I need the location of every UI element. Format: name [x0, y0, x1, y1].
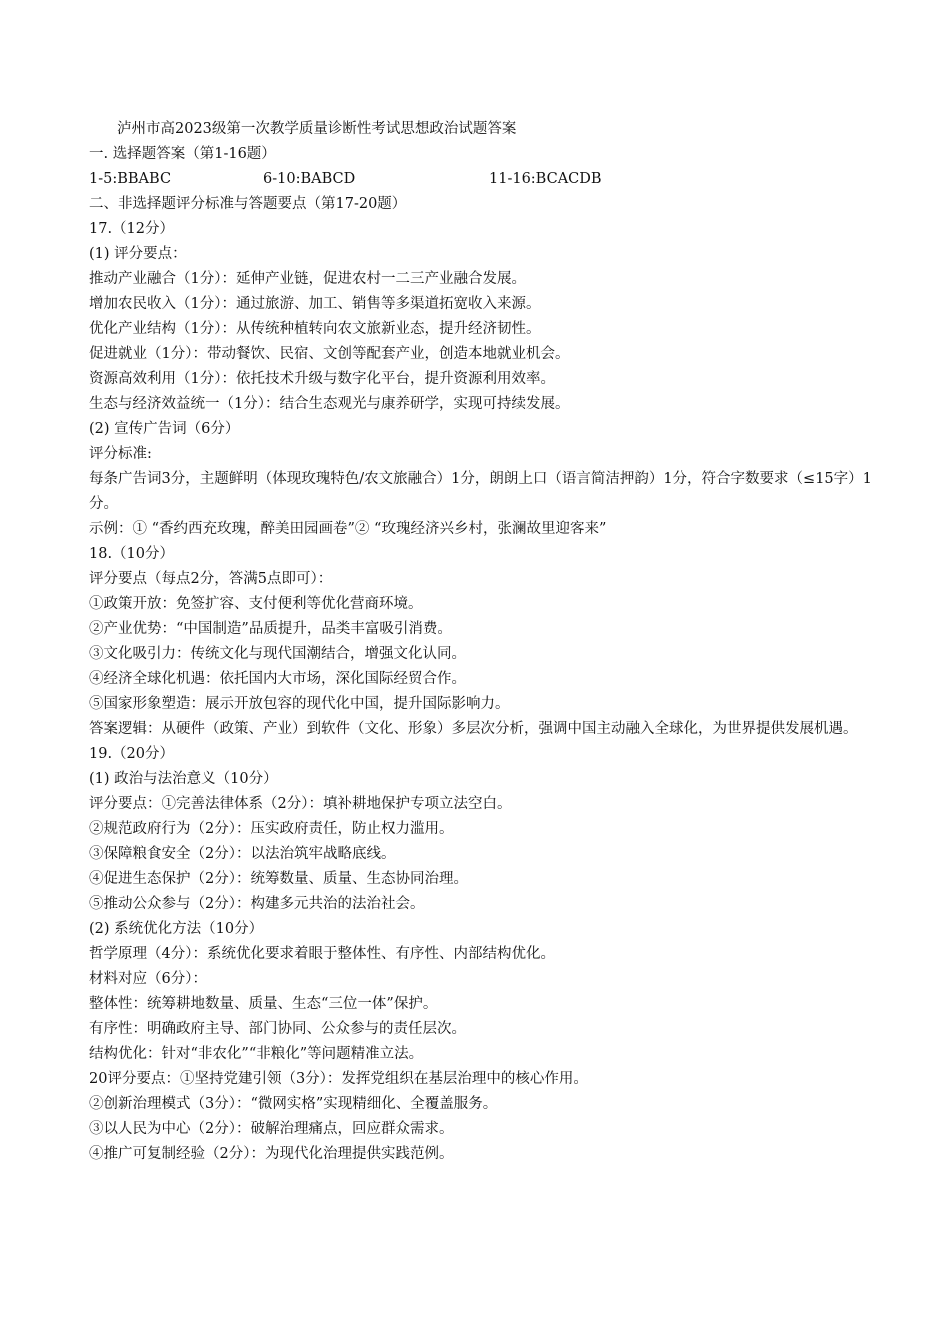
q18-logic: 答案逻辑：从硬件（政策、产业）到软件（文化、形象）多层次分析，强调中国主动融入全球化，为世界提供发展机遇。 [89, 721, 858, 737]
q19-point: ④促进生态保护（2分）：统筹数量、质量、生态协同治理。 [89, 871, 468, 887]
q20-line: ③以人民为中心（2分）：破解治理痛点，回应群众需求。 [89, 1121, 454, 1137]
q19-point: ②规范政府行为（2分）：压实政府责任，防止权力滥用。 [89, 821, 454, 837]
q17-standard-text: 每条广告词3分，主题鲜明（体现玫瑰特色/农文旅融合）1分，朗朗上口（语言简洁押韵）1分，符合字数要求（≤15字）1分。 [89, 471, 872, 512]
choice-answers-11-16: 11-16:BCACDB [489, 171, 602, 187]
q17-point: 生态与经济效益统一（1分）：结合生态观光与康养研学，实现可持续发展。 [89, 396, 570, 412]
q20-line: ②创新治理模式（3分）：“微网实格”实现精细化、全覆盖服务。 [89, 1096, 498, 1112]
q19-part2-line: 材料对应（6分）： [89, 971, 207, 987]
q20-line: ④推广可复制经验（2分）：为现代化治理提供实践范例。 [89, 1146, 454, 1162]
q19-part2-heading: (2) 系统优化方法（10分） [89, 921, 264, 937]
choice-answers-row [89, 167, 874, 192]
q17-part2-heading: (2) 宣传广告词（6分） [89, 421, 240, 437]
q19-part2-line: 有序性：明确政府主导、部门协同、公众参与的责任层次。 [89, 1021, 466, 1037]
document-title: 泸州市高2023级第一次教学质量诊断性考试思想政治试题答案 [117, 121, 517, 137]
q19-point: ⑤推动公众参与（2分）：构建多元共治的法治社会。 [89, 896, 425, 912]
q17-point: 增加农民收入（1分）：通过旅游、加工、销售等多渠道拓宽收入来源。 [89, 296, 541, 312]
q18-point: ②产业优势：“中国制造”品质提升，品类丰富吸引消费。 [89, 621, 452, 637]
q17-heading: 17.（12分） [89, 221, 175, 237]
q19-heading: 19.（20分） [89, 746, 175, 762]
q19-part1-heading: (1) 政治与法治意义（10分） [89, 771, 278, 787]
q19-part2-line: 整体性：统筹耕地数量、质量、生态“三位一体”保护。 [89, 996, 438, 1012]
q17-example: 示例：① “香约西充玫瑰，醉美田园画卷”② “玫瑰经济兴乡村，张澜故里迎客来” [89, 521, 607, 537]
q19-point: 评分要点：①完善法律体系（2分）：填补耕地保护专项立法空白。 [89, 796, 512, 812]
choice-answers-1-5: 1-5:BBABC [89, 171, 172, 187]
q19-part2-line: 哲学原理（4分）：系统优化要求着眼于整体性、有序性、内部结构优化。 [89, 946, 555, 962]
q18-heading: 18.（10分） [89, 546, 175, 562]
section1-heading: 一. 选择题答案（第1-16题） [89, 146, 276, 162]
q18-point: ⑤国家形象塑造：展示开放包容的现代化中国，提升国际影响力。 [89, 696, 510, 712]
q18-point: ④经济全球化机遇：依托国内大市场，深化国际经贸合作。 [89, 671, 466, 687]
section2-heading: 二、非选择题评分标准与答题要点（第17-20题） [89, 196, 407, 212]
q17-standard-label: 评分标准: [89, 446, 152, 462]
q17-point: 推动产业融合（1分）：延伸产业链，促进农村一二三产业融合发展。 [89, 271, 526, 287]
q19-point: ③保障粮食安全（2分）：以法治筑牢战略底线。 [89, 846, 396, 862]
q17-part1-heading: (1) 评分要点： [89, 246, 187, 262]
q18-point: ③文化吸引力：传统文化与现代国潮结合，增强文化认同。 [89, 646, 466, 662]
q18-point: ①政策开放：免签扩容、支付便利等优化营商环境。 [89, 596, 423, 612]
choice-answers-6-10: 6-10:BABCD [263, 171, 356, 187]
q17-point: 优化产业结构（1分）：从传统种植转向农文旅新业态，提升经济韧性。 [89, 321, 541, 337]
q19-part2-line: 结构优化：针对“非农化”“非粮化”等问题精准立法。 [89, 1046, 424, 1062]
q20-line: 20评分要点：①坚持党建引领（3分）：发挥党组织在基层治理中的核心作用。 [89, 1071, 588, 1087]
q17-point: 资源高效利用（1分）：依托技术升级与数字化平台，提升资源利用效率。 [89, 371, 555, 387]
q18-points-heading: 评分要点（每点2分，答满5点即可）： [89, 571, 333, 587]
document-body [89, 117, 874, 1167]
q17-point: 促进就业（1分）：带动餐饮、民宿、文创等配套产业，创造本地就业机会。 [89, 346, 570, 362]
